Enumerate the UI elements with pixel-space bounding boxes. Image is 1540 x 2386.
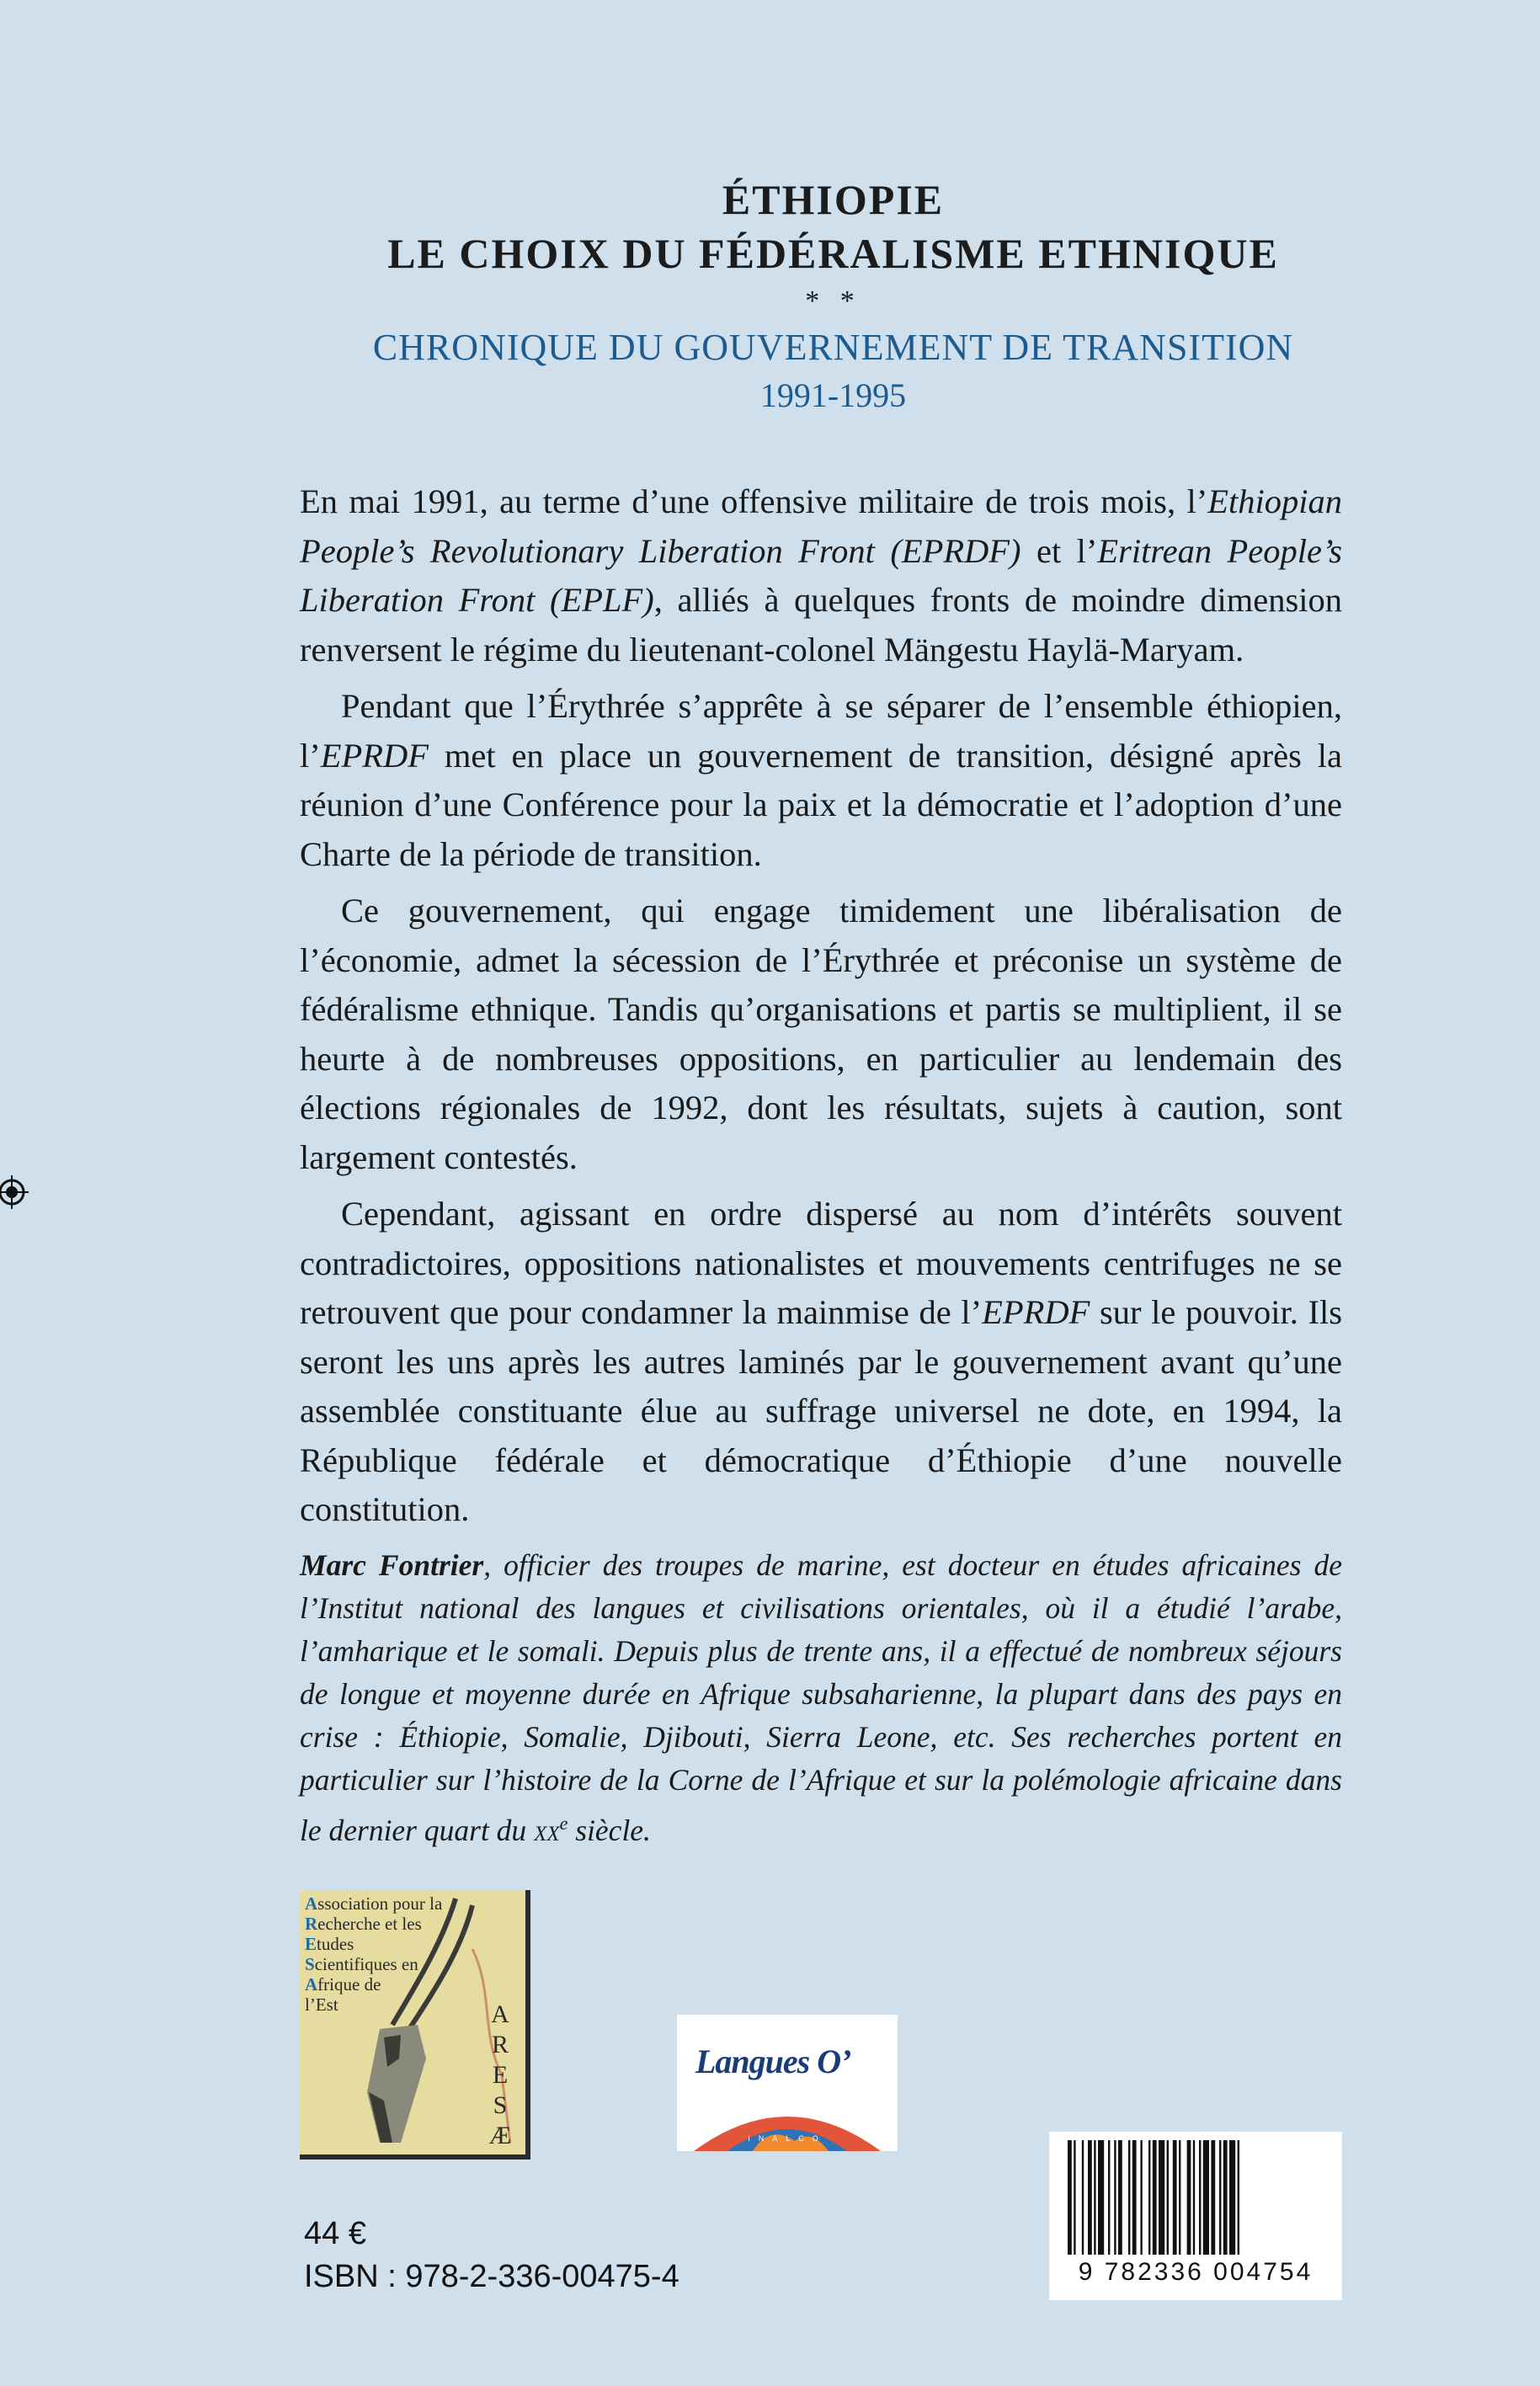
- text-run: et l’: [1020, 531, 1098, 570]
- aresae-logo: [300, 1890, 530, 2160]
- barcode-digits: 9 782336 004754: [1078, 2258, 1314, 2286]
- century-superscript: e: [559, 1813, 568, 1834]
- subtitle: CHRONIQUE DU GOUVERNEMENT DE TRANSITION: [372, 327, 1294, 368]
- acronym-letter: R: [491, 2031, 509, 2058]
- title-block: [0, 173, 1540, 418]
- barcode-bar: [1229, 2140, 1235, 2255]
- aresae-words: [305, 1893, 442, 2015]
- text-run-italic: EPRDF: [982, 1293, 1090, 1331]
- barcode-bar: [1179, 2140, 1180, 2255]
- aresae-line: [305, 1995, 442, 2015]
- barcode-bar: [1094, 2140, 1095, 2255]
- text-run: met en place un gouvernement de transition, désigné après la réunion d’une Conférence pour la paix et la démocratie et l’adoption d’une Charte de la période de transition.: [300, 736, 1342, 873]
- barcode-bar: [1118, 2140, 1122, 2255]
- barcode-bar: [1082, 2140, 1084, 2255]
- text-run-italic: EPRDF: [320, 736, 429, 775]
- acronym-letter: Æ: [488, 2122, 512, 2149]
- subtitle-years: 1991-1995: [759, 376, 907, 414]
- barcode-bar: [1199, 2140, 1201, 2255]
- barcode-bar: [1223, 2140, 1228, 2255]
- aresae-cap: E: [305, 1934, 317, 1954]
- barcode-bar: [1238, 2140, 1239, 2255]
- barcode-bar: [1187, 2140, 1191, 2255]
- barcode-bar: [1167, 2140, 1169, 2255]
- registration-mark-icon: [0, 1175, 29, 1209]
- barcode-bar: [1140, 2140, 1142, 2255]
- barcode-bar: [1148, 2140, 1150, 2255]
- aresae-line: [305, 1934, 442, 1954]
- text-run: Pendant que l’Érythrée s’apprête à se séparer de l’ensemble éthiopien, l’: [300, 687, 1342, 775]
- barcode-bar: [1159, 2140, 1164, 2255]
- author-bio: [300, 1544, 1342, 1852]
- summary-text: [300, 477, 1342, 1542]
- barcode-bar: [1114, 2140, 1116, 2255]
- aresae-line: [305, 1893, 442, 1914]
- barcode: [1049, 2132, 1342, 2300]
- barcode-bar: [1128, 2140, 1130, 2255]
- aresae-line: [305, 1954, 442, 1974]
- summary-paragraph-2: [300, 682, 1342, 879]
- isbn: ISBN : 978-2-336-00475-4: [304, 2259, 679, 2294]
- title-line-2: LE CHOIX DU FÉDÉRALISME ETHNIQUE: [387, 230, 1279, 277]
- century-numeral: xx: [534, 1813, 560, 1847]
- barcode-bar: [1068, 2140, 1072, 2255]
- aresae-rest: tudes: [317, 1934, 354, 1954]
- text-run-italic: Ethiopian People’s Revolutionary Liberation Front (EPRDF): [300, 482, 1342, 570]
- aresae-acronym: [483, 2000, 517, 2151]
- aresae-line: [305, 1974, 442, 1995]
- aresae-cap: A: [305, 1893, 318, 1914]
- text-run: En mai 1991, au terme d’une offensive militaire de trois mois, l’: [300, 482, 1208, 520]
- barcode-bar: [1074, 2140, 1075, 2255]
- title-separator: * *: [805, 285, 861, 317]
- langues-o-logo: [677, 2015, 898, 2151]
- barcode-bar: [1108, 2140, 1110, 2255]
- barcode-bar: [1193, 2140, 1195, 2255]
- barcode-bar: [1088, 2140, 1092, 2255]
- summary-paragraph-4: [300, 1190, 1342, 1535]
- barcode-bars-icon: [1049, 2132, 1342, 2258]
- inalco-text: INALCO: [748, 2134, 827, 2143]
- barcode-bar: [1219, 2140, 1221, 2255]
- acronym-letter: E: [492, 2061, 509, 2089]
- author-bio-end: siècle.: [568, 1813, 651, 1847]
- text-run: , alliés à quelques fronts de moindre dimension renversent le régime du lieutenant-colonel Mängestu Haylä-Maryam.: [300, 581, 1342, 668]
- author-name: Marc Fontrier: [300, 1548, 484, 1582]
- price: 44 €: [304, 2216, 366, 2251]
- summary-paragraph-1: [300, 477, 1342, 674]
- aresae-cap: R: [305, 1914, 318, 1934]
- aresae-rest: frique de: [317, 1974, 381, 1995]
- text-run-italic: Eritrean People’s Liberation Front (EPLF): [300, 531, 1342, 619]
- text-run: sur le pouvoir. Ils seront les uns après les autres laminés par le gouvernement avant qu’une assemblée constituante élue au suffrage universel ne dote, en 1994, la République fédérale et démocratique d’Éthiopie d’une nouvelle constitution.: [300, 1293, 1342, 1528]
- aresae-rest: cientifiques en: [314, 1954, 418, 1974]
- globe-icon: [677, 2015, 898, 2151]
- barcode-bar: [1153, 2140, 1157, 2255]
- aresae-rest: echerche et les: [317, 1914, 422, 1934]
- text-run: Cependant, agissant en ordre dispersé au nom d’intérêts souvent contradictoires, oppositions nationalistes et mouvements centrifuges ne se retrouvent que pour condamner la mainmise de l’: [300, 1195, 1342, 1331]
- aresae-rest: l’Est: [305, 1995, 338, 2015]
- barcode-bar: [1203, 2140, 1209, 2255]
- author-bio-text: , officier des troupes de marine, est docteur en études africaines de l’Institut national des langues et civilisations orientales, où il a étudié l’arabe, l’amharique et le somali. Depuis plus de trente ans, il a effectué de nombreux séjours de longue et moyenne durée en Afrique subsaharienne, la plupart dans des pays en crise : Éthiopie, Somalie, Djibouti, Sierra Leone, etc. Ses recherches portent en particulier sur l’histoire de la Corne de l’Afrique et sur la polémologie africaine dans le dernier quart du: [300, 1548, 1343, 1847]
- barcode-bar: [1132, 2140, 1137, 2255]
- barcode-bar: [1173, 2140, 1177, 2255]
- acronym-letter: S: [493, 2091, 508, 2119]
- title-line-1: ÉTHIOPIE: [722, 176, 945, 223]
- aresae-cap: S: [305, 1954, 315, 1974]
- aresae-line: [305, 1914, 442, 1934]
- acronym-letter: A: [491, 2000, 509, 2028]
- summary-paragraph-3: Ce gouvernement, qui engage timidement une libéralisation de l’économie, admet la sécession de l’Érythrée et préconise un système de fédéralisme ethnique. Tandis qu’organisations et partis se multiplient, il se heurte à de nombreuses oppositions, en particulier au lendemain des élections régionales de 1992, dont les résultats, sujets à caution, sont largement contestés.: [300, 892, 1342, 1176]
- barcode-bar: [1098, 2140, 1104, 2255]
- aresae-cap: A: [305, 1974, 318, 1995]
- aresae-rest: ssociation pour la: [317, 1893, 443, 1914]
- barcode-bar: [1211, 2140, 1215, 2255]
- langues-o-text: Langues O’: [695, 2042, 851, 2080]
